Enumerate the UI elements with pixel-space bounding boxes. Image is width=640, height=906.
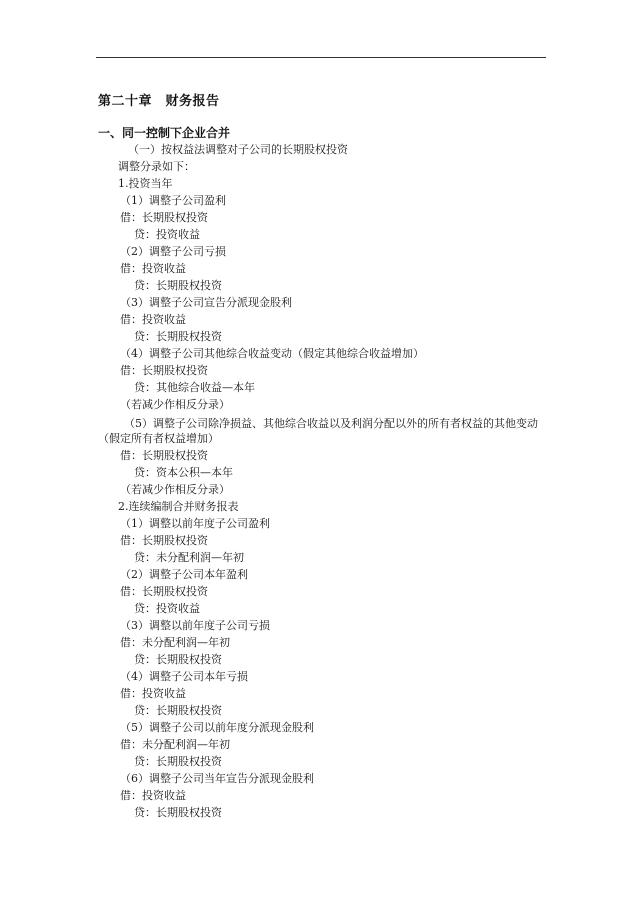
- credit-entry: 贷：长期股权投资: [134, 279, 222, 292]
- credit-entry: 贷：长期股权投资: [134, 330, 222, 343]
- item-heading: 2.连续编制合并财务报表: [118, 500, 239, 513]
- debit-entry: 借：未分配利润—年初: [120, 738, 230, 751]
- step-heading: （2）调整子公司亏损: [120, 245, 226, 258]
- debit-entry: 借：长期股权投资: [120, 364, 208, 377]
- step-heading: （6）调整子公司当年宣告分派现金股利: [120, 772, 314, 785]
- step-heading: （4）调整子公司其他综合收益变动（假定其他综合收益增加）: [120, 347, 424, 360]
- step-heading: （1）调整以前年度子公司盈利: [120, 517, 270, 530]
- credit-entry: 贷：投资收益: [134, 602, 200, 615]
- credit-entry: 贷：长期股权投资: [134, 704, 222, 717]
- section-title: 一、同一控制下企业合并: [98, 126, 231, 140]
- credit-entry: 贷：未分配利润—年初: [134, 551, 244, 564]
- step-heading: （3）调整子公司宣告分派现金股利: [120, 296, 292, 309]
- note-text: （若减少作相反分录）: [120, 483, 230, 496]
- header-rule: [96, 57, 546, 58]
- credit-entry: 贷：其他综合收益—本年: [134, 381, 255, 394]
- step-heading: （5）调整子公司除净损益、其他综合收益以及利润分配以外的所有者权益的其他变动: [124, 417, 538, 430]
- subsection-heading: （一）按权益法调整对子公司的长期股权投资: [128, 143, 348, 156]
- intro-text: 调整分录如下：: [118, 160, 195, 173]
- credit-entry: 贷：长期股权投资: [134, 755, 222, 768]
- credit-entry: 贷：资本公积—本年: [134, 466, 233, 479]
- debit-entry: 借：长期股权投资: [120, 585, 208, 598]
- step-heading: （2）调整子公司本年盈利: [120, 568, 248, 581]
- debit-entry: 借：未分配利润—年初: [120, 636, 230, 649]
- debit-entry: 借：投资收益: [120, 313, 186, 326]
- note-text: （若减少作相反分录）: [120, 398, 230, 411]
- debit-entry: 借：长期股权投资: [120, 211, 208, 224]
- credit-entry: 贷：投资收益: [134, 228, 200, 241]
- step-heading-continued: （假定所有者权益增加）: [98, 432, 219, 445]
- chapter-title: 第二十章 财务报告: [98, 94, 220, 109]
- item-heading: 1.投资当年: [118, 177, 173, 190]
- debit-entry: 借：长期股权投资: [120, 534, 208, 547]
- step-heading: （1）调整子公司盈利: [120, 194, 226, 207]
- debit-entry: 借：投资收益: [120, 262, 186, 275]
- credit-entry: 贷：长期股权投资: [134, 653, 222, 666]
- step-heading: （5）调整子公司以前年度分派现金股利: [120, 721, 314, 734]
- step-heading: （3）调整以前年度子公司亏损: [120, 619, 270, 632]
- debit-entry: 借：投资收益: [120, 789, 186, 802]
- credit-entry: 贷：长期股权投资: [134, 806, 222, 819]
- step-heading: （4）调整子公司本年亏损: [120, 670, 248, 683]
- debit-entry: 借：长期股权投资: [120, 449, 208, 462]
- debit-entry: 借：投资收益: [120, 687, 186, 700]
